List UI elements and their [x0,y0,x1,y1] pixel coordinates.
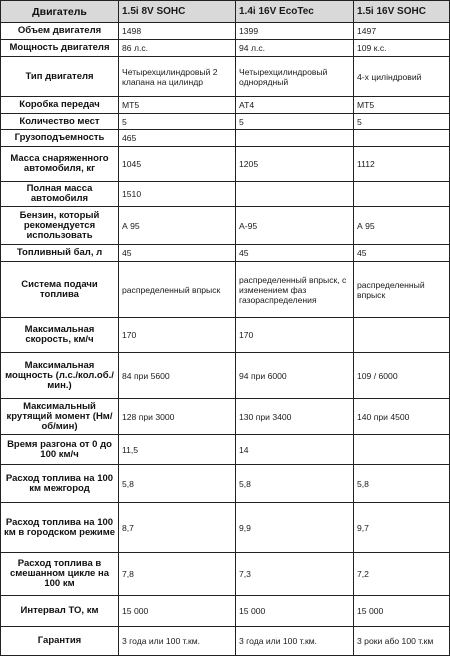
row-value-engine-1: распределенный впрыск [119,262,236,318]
table-row [1,262,450,318]
row-value-engine-2: 130 при 3400 [236,399,354,435]
row-value-engine-3: 15 000 [354,596,450,627]
row-label: Полная масса автомобиля [1,182,119,207]
row-value-engine-3: 7,2 [354,553,450,596]
row-value-engine-1: 15 000 [119,596,236,627]
table-row [1,553,450,596]
table-row [1,435,450,465]
row-label: Грузоподъемность [1,130,119,147]
row-label: Гарантия [1,627,119,656]
row-value-engine-2: 170 [236,318,354,353]
row-value-engine-2: 1399 [236,23,354,40]
row-label: Система подачи топлива [1,262,119,318]
row-value-engine-2: AT4 [236,97,354,114]
row-label: Мощность двигателя [1,40,119,57]
row-value-engine-1: 128 при 3000 [119,399,236,435]
row-label: Расход топлива в смешанном цикле на 100 км [1,553,119,596]
row-value-engine-3 [354,435,450,465]
row-value-engine-3: 45 [354,245,450,262]
row-value-engine-3: 5 [354,114,450,130]
row-value-engine-2: 94 л.с. [236,40,354,57]
row-value-engine-2: 1205 [236,147,354,182]
table-row [1,503,450,553]
engine-header-3: 1.5i 16V SOHC [354,1,450,23]
row-label: Коробка передач [1,97,119,114]
row-value-engine-3: 109 / 6000 [354,353,450,399]
row-label: Топливный бал, л [1,245,119,262]
row-value-engine-1: 3 года или 100 т.км. [119,627,236,656]
row-value-engine-1: А 95 [119,207,236,245]
row-value-engine-1: 1045 [119,147,236,182]
row-value-engine-3: 5,8 [354,465,450,503]
row-value-engine-2: 5,8 [236,465,354,503]
row-label: Максимальная скорость, км/ч [1,318,119,353]
header-label: Двигатель [1,1,119,23]
table-row [1,147,450,182]
row-value-engine-3: 140 при 4500 [354,399,450,435]
row-value-engine-1: 7,8 [119,553,236,596]
row-value-engine-3 [354,182,450,207]
row-value-engine-2: А-95 [236,207,354,245]
row-label: Расход топлива на 100 км межгород [1,465,119,503]
engine-header-2: 1.4i 16V EcoTec [236,1,354,23]
row-value-engine-3: 1112 [354,147,450,182]
row-value-engine-2 [236,130,354,147]
row-value-engine-1: 86 л.с. [119,40,236,57]
row-value-engine-3 [354,318,450,353]
row-value-engine-3: 9,7 [354,503,450,553]
row-value-engine-3: 4-х циліндровий [354,57,450,97]
table-row [1,114,450,130]
table-row [1,40,450,57]
table-row [1,596,450,627]
table-row [1,57,450,97]
row-value-engine-2: 3 года или 100 т.км. [236,627,354,656]
row-value-engine-1: 1498 [119,23,236,40]
row-label: Максимальный крутящий момент (Нм/об/мин) [1,399,119,435]
row-label: Количество мест [1,114,119,130]
row-value-engine-1: 5,8 [119,465,236,503]
table-row [1,318,450,353]
row-value-engine-2: 45 [236,245,354,262]
row-value-engine-3: распределенный впрыск [354,262,450,318]
row-label: Объем двигателя [1,23,119,40]
row-label: Максимальная мощность (л.с./кол.об./мин.) [1,353,119,399]
table-row [1,353,450,399]
row-value-engine-2: 9,9 [236,503,354,553]
row-label: Время разгона от 0 до 100 км/ч [1,435,119,465]
row-label: Масса снаряженного автомобиля, кг [1,147,119,182]
row-value-engine-3: А 95 [354,207,450,245]
engine-header-1: 1.5i 8V SOHC [119,1,236,23]
row-value-engine-1: 45 [119,245,236,262]
row-value-engine-1: 5 [119,114,236,130]
table-row [1,97,450,114]
row-value-engine-1: 170 [119,318,236,353]
row-value-engine-3 [354,130,450,147]
row-label: Бензин, который рекомендуется использовать [1,207,119,245]
row-value-engine-1: 465 [119,130,236,147]
row-value-engine-2: 14 [236,435,354,465]
table-row [1,399,450,435]
row-value-engine-3: 1497 [354,23,450,40]
row-value-engine-3: MT5 [354,97,450,114]
table-row [1,245,450,262]
row-value-engine-1: 1510 [119,182,236,207]
row-value-engine-2 [236,182,354,207]
row-value-engine-1: MT5 [119,97,236,114]
table-row [1,207,450,245]
row-value-engine-1: 84 при 5600 [119,353,236,399]
row-value-engine-3: 109 к.с. [354,40,450,57]
table-row [1,182,450,207]
row-value-engine-2: Четырехцилиндровый однорядный [236,57,354,97]
row-value-engine-2: 15 000 [236,596,354,627]
row-label: Тип двигателя [1,57,119,97]
table-row [1,130,450,147]
row-label: Расход топлива на 100 км в городском режиме [1,503,119,553]
row-value-engine-2: 5 [236,114,354,130]
row-value-engine-2: 7,3 [236,553,354,596]
row-value-engine-1: Четырехцилиндровый 2 клапана на цилиндр [119,57,236,97]
table-row [1,627,450,656]
row-value-engine-2: 94 при 6000 [236,353,354,399]
table-row [1,465,450,503]
header-row [1,1,450,23]
row-value-engine-2: распределенный впрыск, с изменением фаз газораспределения [236,262,354,318]
row-value-engine-1: 11,5 [119,435,236,465]
row-label: Интервал ТО, км [1,596,119,627]
row-value-engine-1: 8,7 [119,503,236,553]
table-row [1,23,450,40]
spec-table-body [1,1,450,656]
row-value-engine-3: 3 роки або 100 т.км [354,627,450,656]
